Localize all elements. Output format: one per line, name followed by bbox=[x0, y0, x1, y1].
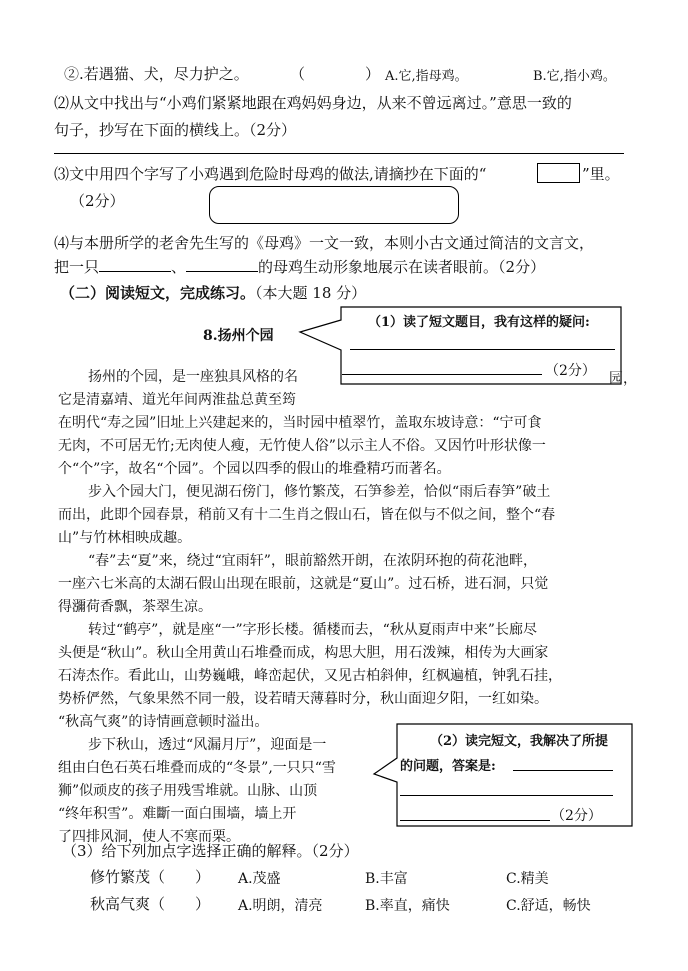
section-2-title: （二）阅读短文，完成练习。 bbox=[60, 284, 256, 302]
article-text: 步下秋山，透过“风漏月厅”，迎面是一 bbox=[88, 737, 327, 753]
article-text: 得瀰荷香飘，茶翠生凉。 bbox=[58, 599, 212, 615]
section-2-note: （本大题 18 分） bbox=[255, 284, 367, 302]
article-text: 无肉，不可居无竹;无肉使人瘦，无竹使人俗”以示主人不俗。又因竹叶形状像一 bbox=[58, 438, 546, 454]
article-text: “秋高气爽”的诗情画意顿时溢出。 bbox=[58, 714, 269, 730]
article-text: 而出，此即个园春景，稍前又有十二生肖之假山石，皆在似与不似之间，整个“春 bbox=[58, 507, 556, 523]
bubble-2-line1: （2）读完短文，我解决了所提 bbox=[430, 734, 609, 749]
q2-option-a[interactable]: A.它,指母鸡。 bbox=[385, 69, 468, 84]
bubble-2-line-a[interactable] bbox=[513, 770, 613, 771]
bubble-2-line2: 的问题，答案是: bbox=[400, 759, 496, 774]
question-4-line2 bbox=[54, 256, 545, 277]
question-4-text-c: 的母鸡生动形象地展示在读者眼前。（2分） bbox=[258, 258, 546, 276]
bubble-2-score: （2分） bbox=[551, 808, 602, 824]
option-c[interactable]: C.精美 bbox=[506, 871, 549, 887]
q2-item bbox=[64, 63, 249, 84]
bubble-1-line-2[interactable] bbox=[342, 374, 542, 375]
article-text: 石涛杰作。看此山，山势巍峨，峰峦起伏，又见古柏斜伸，红枫遍植，钟乳石挂， bbox=[58, 668, 562, 684]
article-text: 势桥俨然，气象果然不同一般，设若晴天薄暮时分，秋山面迎夕阳，一红如染。 bbox=[58, 691, 548, 707]
question-3-line1a: ⑶文中用四个字写了小鸡遇到危险时母鸡的做法,请摘抄在下面的“ bbox=[54, 165, 487, 183]
article-text: 组由白色石英石堆叠而成的“冬景”,一只只“雪 bbox=[58, 760, 336, 776]
q2-option-b[interactable]: B.它,指小鸡。 bbox=[533, 69, 616, 84]
bubble-1-question: （1）读了短文题目，我有这样的疑问: bbox=[368, 315, 590, 330]
article-text: 扬州的个园，是一座独具风格的名 bbox=[88, 369, 298, 385]
article-text: “春”去“夏”来，绕过“宜雨轩”，眼前豁然开朗，在浓阴环抱的荷花池畔， bbox=[88, 553, 537, 569]
question-3-line1b: ”里。 bbox=[582, 165, 620, 183]
option-a[interactable]: A.茂盛 bbox=[238, 871, 281, 887]
article-text: 它是清嘉靖、道光年间两淮盐总黄至筠 bbox=[58, 392, 296, 408]
question-4-line1: ⑷与本册所学的老舍先生写的《母鸡》一文一致，本则小古文通过简洁的文言文， bbox=[54, 234, 595, 252]
bubble-2-line-c[interactable] bbox=[400, 820, 550, 821]
bubble-2-line-b[interactable] bbox=[400, 795, 613, 796]
bubble-1-score: （2分） bbox=[545, 363, 596, 379]
option-row-word[interactable]: 修竹繁茂（ ） bbox=[90, 868, 211, 886]
section-2-heading bbox=[60, 282, 366, 303]
article-text: 山”与竹林相映成趣。 bbox=[58, 530, 192, 546]
q2-item-text: ②.若遇猫、犬，尽力护之。 bbox=[64, 65, 249, 83]
blank-1[interactable] bbox=[99, 257, 171, 272]
question-2-line2: 句子，抄写在下面的横线上。（2分） bbox=[54, 121, 297, 139]
answer-line[interactable] bbox=[54, 153, 624, 154]
article-text: 个“个”字，故名“个园”。个园以四季的假山的堆叠精巧而著名。 bbox=[58, 461, 451, 477]
article-text: 步入个园大门，便见湖石傍门，修竹繁茂，石笋参差，恰似“雨后春笋”破土 bbox=[88, 484, 551, 500]
article-title: 8.扬州个园 bbox=[203, 328, 274, 344]
quote-answer-box[interactable] bbox=[537, 163, 580, 183]
bubble-1-line-1[interactable] bbox=[350, 349, 615, 350]
question-3b-title: （3）给下列加点字选择正确的解释。（2分） bbox=[62, 842, 359, 860]
article-text: 一座六七米高的太湖石假山出现在眼前，这就是“夏山”。过石桥，进石洞，只觉 bbox=[58, 576, 549, 592]
option-a[interactable]: A.明朗，清亮 bbox=[238, 898, 323, 914]
question-3-line2: （2分） bbox=[70, 192, 125, 210]
question-4-text-b: 、 bbox=[171, 258, 187, 276]
article-text: “终年积雪”。难斷一面白围墙，墙上开 bbox=[58, 806, 297, 822]
blank-2[interactable] bbox=[186, 257, 258, 272]
q2-item-paren[interactable]: （ ） bbox=[290, 65, 381, 83]
answer-box[interactable] bbox=[209, 186, 459, 224]
option-b[interactable]: B.率直，痛快 bbox=[365, 898, 450, 914]
option-c[interactable]: C.舒适，畅快 bbox=[506, 898, 591, 914]
question-4-text-a: 把一只 bbox=[54, 258, 100, 276]
option-row-word[interactable]: 秋高气爽（ ） bbox=[90, 895, 211, 913]
article-text: 头便是“秋山”。秋山全用黄山石堆叠而成，构思大胆，用石泼辣，相传为大画家 bbox=[58, 645, 549, 661]
article-text: 园， bbox=[609, 371, 637, 387]
article-text: 在明代“寿之园”旧址上兴建起来的，当时园中植翠竹，盖取东坡诗意：“宁可食 bbox=[58, 415, 542, 431]
article-text: 转过“鹤亭”，就是座“一”字形长楼。循楼而去，“秋从夏雨声中来”长廊尽 bbox=[88, 622, 537, 638]
question-2-line1: ⑵从文中找出与“小鸡们紧紧地跟在鸡妈妈身边，从来不曾远离过。”意思一致的 bbox=[54, 94, 572, 112]
option-b[interactable]: B.丰富 bbox=[365, 871, 408, 887]
article-text: 狮”似顽皮的孩子用残雪堆就。山脉、山顶 bbox=[58, 783, 318, 799]
article-text: 了四排风洞，使人不寒而栗。 bbox=[58, 829, 240, 845]
